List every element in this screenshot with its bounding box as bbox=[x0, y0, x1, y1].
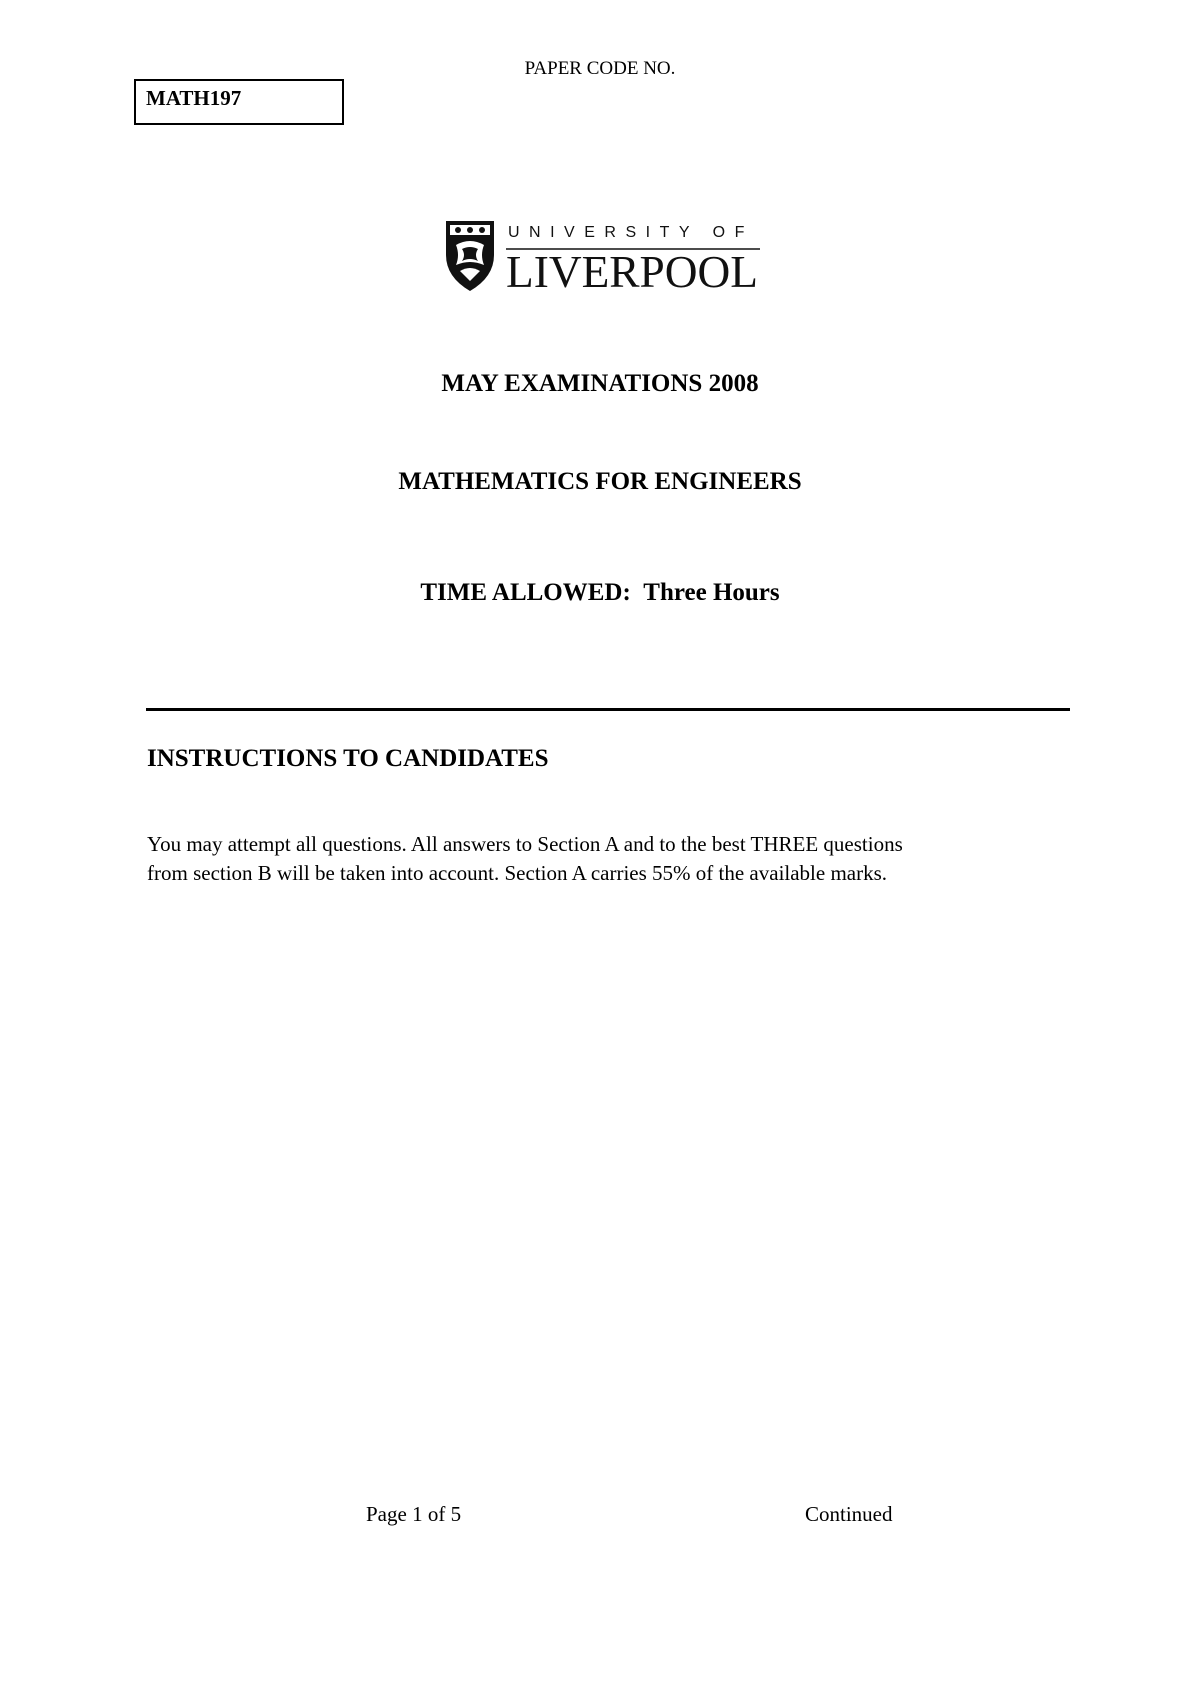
time-allowed-value: Three Hours bbox=[643, 579, 780, 606]
instructions-line-2: from section B will be taken into account. Section A carries 55% of the available marks. bbox=[147, 861, 888, 885]
subject-title: MATHEMATICS FOR ENGINEERS bbox=[398, 468, 802, 495]
exam-title: MAY EXAMINATIONS 2008 bbox=[441, 370, 759, 397]
instructions-line-1: You may attempt all questions. All answers to Section A and to the best THREE questions bbox=[147, 832, 903, 856]
continued-label: Continued bbox=[805, 1502, 893, 1526]
paper-code-label: PAPER CODE NO. bbox=[524, 58, 676, 79]
logo-line-1: UNIVERSITY OF bbox=[508, 224, 754, 241]
university-logo bbox=[440, 215, 770, 295]
university-crest-icon bbox=[440, 215, 770, 295]
instructions-heading: INSTRUCTIONS TO CANDIDATES bbox=[147, 745, 549, 772]
paper-code-box: MATH197 bbox=[134, 79, 344, 125]
time-allowed bbox=[0, 579, 1200, 607]
logo-line-2: LIVERPOOL bbox=[506, 246, 758, 295]
time-allowed-label: TIME ALLOWED: bbox=[420, 579, 631, 606]
divider bbox=[146, 708, 1070, 711]
page-number: Page 1 of 5 bbox=[366, 1502, 462, 1526]
